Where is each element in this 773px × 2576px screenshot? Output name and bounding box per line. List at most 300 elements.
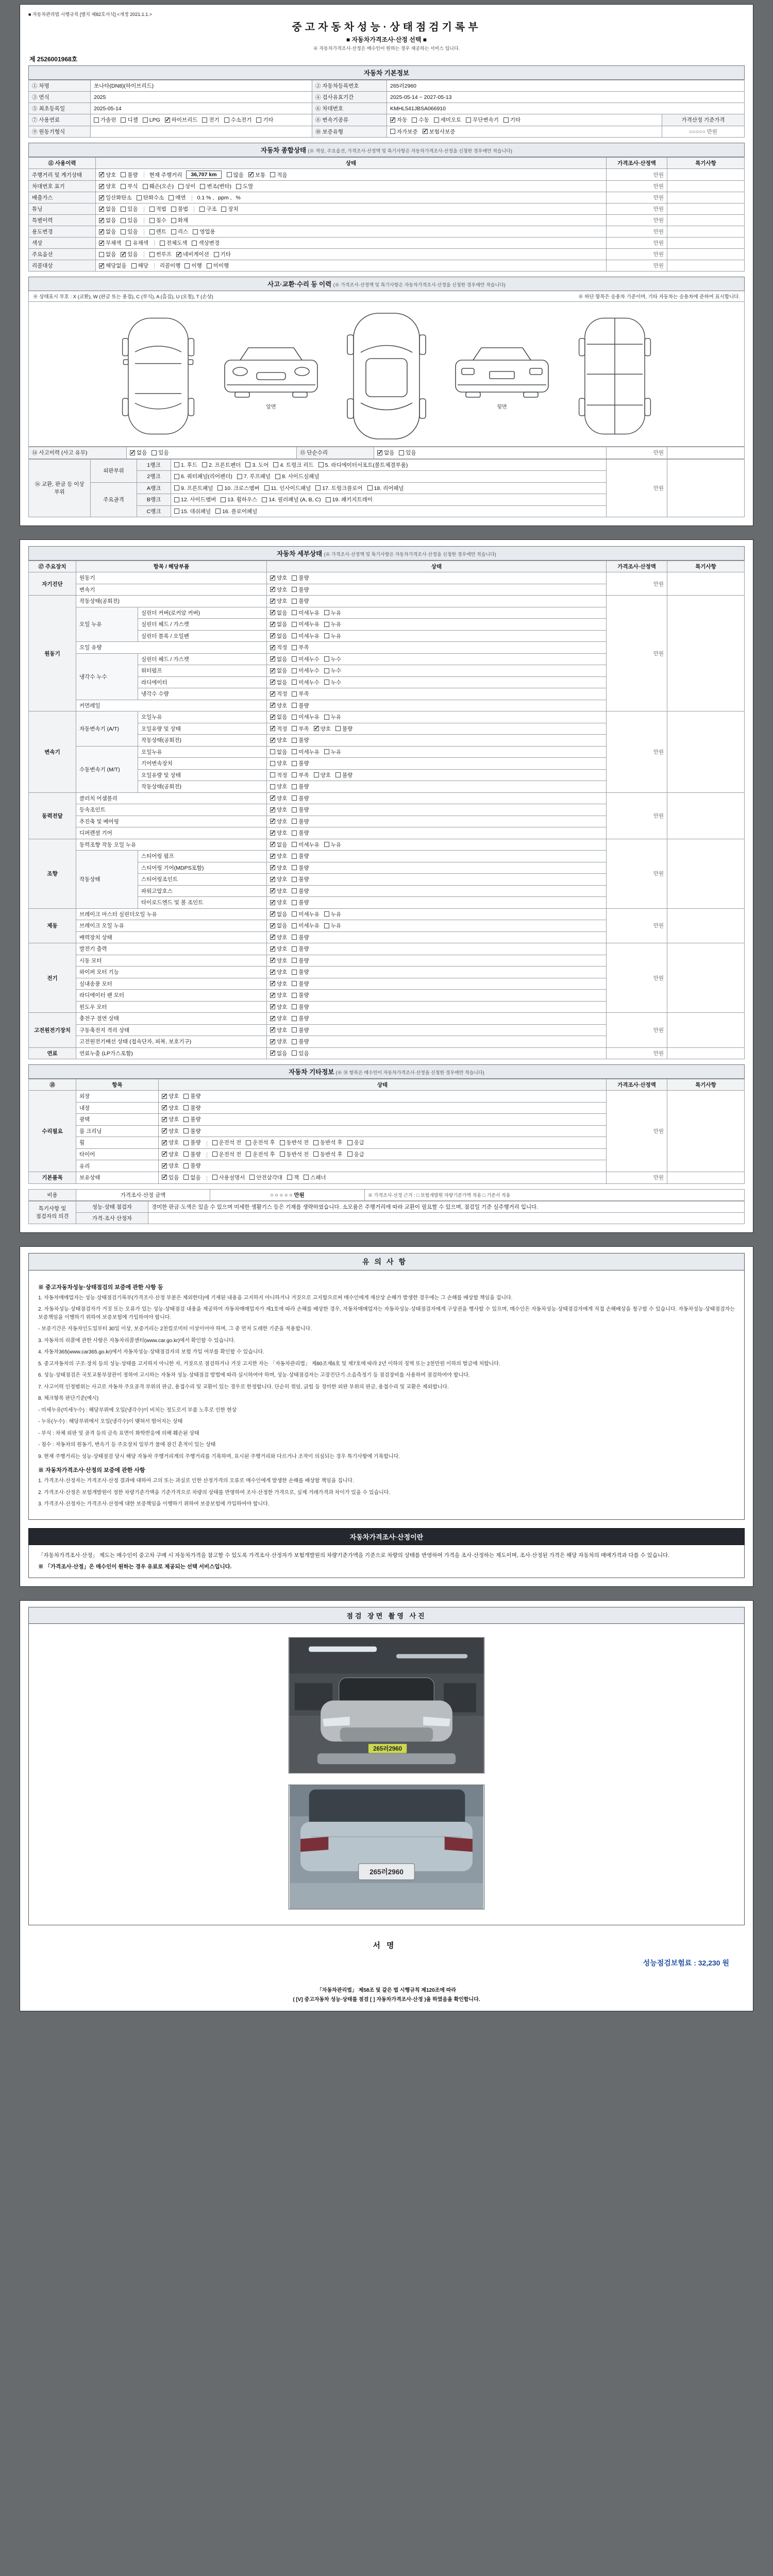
checkbox-box[interactable]	[324, 656, 329, 662]
checkbox-box[interactable]	[137, 195, 142, 200]
checkbox-box[interactable]	[270, 575, 275, 581]
checkbox-box[interactable]	[237, 474, 242, 479]
checkbox-box[interactable]	[130, 450, 135, 455]
checkbox-box[interactable]	[99, 195, 104, 200]
checkbox-box[interactable]	[171, 218, 176, 223]
checkbox-불량[interactable]	[292, 852, 309, 860]
checkbox-box[interactable]	[270, 1027, 275, 1032]
checkbox-상이[interactable]	[178, 182, 195, 190]
checkbox-많음[interactable]	[227, 171, 244, 179]
checkbox-box[interactable]	[292, 911, 297, 917]
checkbox-box[interactable]	[121, 207, 126, 212]
checkbox-부족[interactable]	[292, 771, 309, 779]
checkbox-box[interactable]	[270, 865, 275, 870]
checkbox-양호[interactable]	[270, 829, 287, 837]
checkbox-동반석 전[interactable]	[280, 1139, 309, 1146]
checkbox-없음[interactable]	[270, 1049, 287, 1057]
checkbox-부족[interactable]	[292, 690, 309, 698]
checkbox-box[interactable]	[245, 462, 250, 467]
checkbox-box[interactable]	[292, 749, 297, 754]
checkbox-box[interactable]	[292, 738, 297, 743]
checkbox-box[interactable]	[270, 970, 275, 975]
checkbox-box[interactable]	[292, 726, 297, 731]
checkbox-불량[interactable]	[183, 1092, 200, 1100]
checkbox-box[interactable]	[292, 865, 297, 870]
checkbox-box[interactable]	[270, 633, 275, 638]
checkbox-일산화탄소[interactable]	[99, 194, 132, 201]
checkbox-box[interactable]	[292, 633, 297, 638]
checkbox-불량[interactable]	[292, 991, 309, 999]
checkbox-box[interactable]	[183, 1094, 189, 1099]
checkbox-불량[interactable]	[292, 934, 309, 941]
checkbox-box[interactable]	[246, 1151, 251, 1157]
checkbox-18. 리어패널[interactable]	[367, 484, 404, 492]
checkbox-box[interactable]	[270, 795, 275, 801]
checkbox-수동[interactable]	[412, 116, 429, 124]
checkbox-있음[interactable]	[152, 449, 169, 456]
checkbox-box[interactable]	[212, 1175, 217, 1180]
checkbox-양호[interactable]	[270, 818, 287, 825]
checkbox-box[interactable]	[131, 263, 137, 268]
checkbox-불량[interactable]	[292, 968, 309, 976]
checkbox-box[interactable]	[217, 485, 223, 490]
checkbox-불량[interactable]	[292, 1003, 309, 1011]
checkbox-잭[interactable]	[287, 1174, 299, 1181]
checkbox-box[interactable]	[292, 946, 297, 952]
checkbox-6. 쿼터패널(리어펜더)[interactable]	[174, 472, 232, 480]
checkbox-불량[interactable]	[292, 899, 309, 906]
checkbox-없음[interactable]	[99, 228, 116, 235]
checkbox-box[interactable]	[270, 749, 275, 754]
checkbox-box[interactable]	[121, 184, 126, 189]
checkbox-box[interactable]	[313, 1151, 318, 1157]
checkbox-box[interactable]	[315, 485, 321, 490]
checkbox-box[interactable]	[192, 241, 197, 246]
checkbox-기타[interactable]	[214, 250, 231, 258]
checkbox-box[interactable]	[292, 1039, 297, 1044]
checkbox-보통[interactable]	[248, 171, 265, 179]
checkbox-13. 휠하우스[interactable]	[221, 496, 257, 503]
checkbox-가솔린[interactable]	[94, 116, 116, 124]
checkbox-box[interactable]	[412, 117, 417, 123]
checkbox-box[interactable]	[149, 252, 155, 257]
checkbox-box[interactable]	[304, 1175, 309, 1180]
checkbox-box[interactable]	[466, 117, 471, 123]
checkbox-box[interactable]	[165, 117, 170, 123]
checkbox-없음[interactable]	[99, 205, 116, 213]
checkbox-양호[interactable]	[162, 1139, 179, 1146]
checkbox-box[interactable]	[99, 241, 104, 246]
checkbox-불량[interactable]	[292, 759, 309, 767]
checkbox-누유[interactable]	[324, 910, 341, 918]
checkbox-box[interactable]	[292, 715, 297, 720]
checkbox-응급[interactable]	[347, 1150, 364, 1158]
checkbox-양호[interactable]	[270, 980, 287, 988]
checkbox-box[interactable]	[162, 1128, 167, 1133]
checkbox-기타[interactable]	[256, 116, 273, 124]
checkbox-box[interactable]	[292, 761, 297, 766]
checkbox-양호[interactable]	[270, 887, 287, 895]
checkbox-box[interactable]	[94, 117, 99, 123]
checkbox-양호[interactable]	[162, 1150, 179, 1158]
checkbox-네비게이션[interactable]	[176, 250, 209, 258]
checkbox-box[interactable]	[221, 497, 226, 502]
checkbox-불량[interactable]	[292, 818, 309, 825]
checkbox-box[interactable]	[275, 474, 280, 479]
checkbox-box[interactable]	[270, 691, 275, 697]
checkbox-box[interactable]	[318, 462, 324, 467]
checkbox-수소전기[interactable]	[224, 116, 252, 124]
checkbox-box[interactable]	[143, 184, 148, 189]
checkbox-box[interactable]	[174, 497, 179, 502]
checkbox-자가보증[interactable]	[390, 128, 418, 135]
checkbox-box[interactable]	[324, 610, 329, 615]
checkbox-적정[interactable]	[270, 771, 287, 779]
checkbox-색상변경[interactable]	[192, 239, 220, 247]
checkbox-box[interactable]	[270, 772, 275, 777]
checkbox-있음[interactable]	[399, 449, 416, 456]
checkbox-미세누유[interactable]	[292, 910, 320, 918]
checkbox-box[interactable]	[292, 622, 297, 627]
checkbox-장치[interactable]	[221, 205, 238, 213]
checkbox-box[interactable]	[212, 1140, 217, 1145]
checkbox-누수[interactable]	[324, 679, 341, 686]
checkbox-전기[interactable]	[202, 116, 219, 124]
checkbox-box[interactable]	[324, 622, 329, 627]
checkbox-양호[interactable]	[162, 1162, 179, 1170]
checkbox-안전삼각대[interactable]	[249, 1174, 282, 1181]
checkbox-미세누유[interactable]	[292, 713, 320, 721]
checkbox-box[interactable]	[121, 252, 126, 257]
checkbox-디젤[interactable]	[121, 116, 138, 124]
checkbox-box[interactable]	[292, 993, 297, 998]
checkbox-양호[interactable]	[270, 864, 287, 872]
checkbox-box[interactable]	[503, 117, 509, 123]
checkbox-불량[interactable]	[335, 725, 352, 733]
checkbox-하이브리드[interactable]	[165, 116, 198, 124]
checkbox-box[interactable]	[270, 888, 275, 893]
checkbox-없음[interactable]	[99, 250, 116, 258]
checkbox-box[interactable]	[292, 587, 297, 592]
checkbox-양호[interactable]	[162, 1092, 179, 1100]
checkbox-양호[interactable]	[162, 1115, 179, 1123]
checkbox-있음[interactable]	[121, 250, 138, 258]
checkbox-box[interactable]	[292, 703, 297, 708]
checkbox-box[interactable]	[287, 1175, 292, 1180]
checkbox-box[interactable]	[324, 923, 329, 928]
checkbox-box[interactable]	[270, 726, 275, 731]
checkbox-box[interactable]	[324, 680, 329, 685]
checkbox-box[interactable]	[270, 656, 275, 662]
checkbox-box[interactable]	[270, 854, 275, 859]
checkbox-누유[interactable]	[324, 922, 341, 929]
checkbox-box[interactable]	[335, 726, 341, 731]
checkbox-운전석 전[interactable]	[212, 1150, 242, 1158]
checkbox-box[interactable]	[270, 172, 275, 177]
checkbox-불량[interactable]	[292, 702, 309, 709]
checkbox-자동[interactable]	[390, 116, 407, 124]
checkbox-누수[interactable]	[324, 667, 341, 674]
checkbox-기타[interactable]	[503, 116, 520, 124]
checkbox-양호[interactable]	[270, 597, 287, 605]
checkbox-box[interactable]	[292, 795, 297, 801]
checkbox-box[interactable]	[324, 633, 329, 638]
checkbox-도말[interactable]	[236, 182, 253, 190]
checkbox-미세누유[interactable]	[292, 609, 320, 617]
checkbox-box[interactable]	[270, 680, 275, 685]
checkbox-불량[interactable]	[292, 1014, 309, 1022]
checkbox-box[interactable]	[193, 229, 198, 234]
checkbox-불량[interactable]	[183, 1150, 200, 1158]
checkbox-box[interactable]	[292, 831, 297, 836]
checkbox-box[interactable]	[270, 599, 275, 604]
checkbox-box[interactable]	[121, 218, 126, 223]
checkbox-box[interactable]	[270, 587, 275, 592]
checkbox-box[interactable]	[347, 1151, 352, 1157]
checkbox-양호[interactable]	[270, 1038, 287, 1045]
checkbox-box[interactable]	[280, 1140, 285, 1145]
checkbox-적정[interactable]	[270, 643, 287, 651]
checkbox-있음[interactable]	[121, 205, 138, 213]
checkbox-box[interactable]	[292, 842, 297, 847]
checkbox-없음[interactable]	[270, 679, 287, 686]
checkbox-동반석 전[interactable]	[280, 1150, 309, 1158]
checkbox-누유[interactable]	[324, 713, 341, 721]
checkbox-box[interactable]	[174, 509, 179, 514]
checkbox-3. 도어[interactable]	[245, 461, 268, 469]
checkbox-구조[interactable]	[199, 205, 216, 213]
checkbox-14. 필러패널 (A, B, C)[interactable]	[262, 496, 321, 503]
checkbox-box[interactable]	[270, 1039, 275, 1044]
checkbox-box[interactable]	[121, 172, 126, 177]
checkbox-불량[interactable]	[292, 887, 309, 895]
checkbox-미세누유[interactable]	[292, 922, 320, 929]
checkbox-box[interactable]	[270, 946, 275, 952]
checkbox-box[interactable]	[199, 207, 205, 212]
checkbox-box[interactable]	[162, 1094, 167, 1099]
checkbox-없음[interactable]	[270, 655, 287, 663]
checkbox-box[interactable]	[292, 819, 297, 824]
checkbox-box[interactable]	[270, 900, 275, 905]
checkbox-운전석 후[interactable]	[246, 1150, 275, 1158]
checkbox-없음[interactable]	[270, 748, 287, 756]
checkbox-미세누유[interactable]	[292, 841, 320, 849]
checkbox-box[interactable]	[121, 117, 126, 123]
checkbox-불량[interactable]	[292, 783, 309, 790]
checkbox-양호[interactable]	[270, 875, 287, 883]
checkbox-box[interactable]	[202, 462, 207, 467]
checkbox-box[interactable]	[292, 656, 297, 662]
checkbox-불량[interactable]	[292, 980, 309, 988]
checkbox-box[interactable]	[270, 831, 275, 836]
checkbox-box[interactable]	[367, 485, 373, 490]
checkbox-box[interactable]	[292, 645, 297, 650]
checkbox-box[interactable]	[292, 610, 297, 615]
checkbox-양호[interactable]	[99, 171, 116, 179]
checkbox-없음[interactable]	[270, 910, 287, 918]
checkbox-box[interactable]	[292, 772, 297, 777]
checkbox-19. 패키지트레이[interactable]	[326, 496, 373, 503]
checkbox-유채색[interactable]	[126, 239, 148, 247]
checkbox-양호[interactable]	[162, 1104, 179, 1112]
checkbox-양호[interactable]	[270, 794, 287, 802]
checkbox-box[interactable]	[99, 229, 104, 234]
checkbox-box[interactable]	[162, 1175, 167, 1180]
checkbox-누유[interactable]	[324, 609, 341, 617]
checkbox-적정[interactable]	[270, 725, 287, 733]
checkbox-box[interactable]	[314, 726, 319, 731]
checkbox-적음[interactable]	[270, 171, 287, 179]
checkbox-미세누수[interactable]	[292, 679, 320, 686]
checkbox-box[interactable]	[202, 117, 207, 123]
checkbox-box[interactable]	[176, 252, 181, 257]
checkbox-box[interactable]	[390, 129, 395, 134]
checkbox-동반석 후[interactable]	[313, 1139, 343, 1146]
checkbox-이행[interactable]	[184, 262, 201, 269]
checkbox-불량[interactable]	[292, 945, 309, 953]
checkbox-box[interactable]	[270, 993, 275, 998]
checkbox-box[interactable]	[270, 923, 275, 928]
checkbox-변조(변타)[interactable]	[200, 182, 231, 190]
checkbox-box[interactable]	[183, 1163, 189, 1168]
checkbox-양호[interactable]	[270, 702, 287, 709]
checkbox-양호[interactable]	[99, 182, 116, 190]
checkbox-있음[interactable]	[121, 216, 138, 224]
checkbox-불량[interactable]	[292, 1038, 309, 1045]
checkbox-10. 크로스멤버[interactable]	[217, 484, 259, 492]
checkbox-box[interactable]	[174, 485, 179, 490]
checkbox-box[interactable]	[270, 807, 275, 812]
checkbox-불량[interactable]	[292, 794, 309, 802]
checkbox-누수[interactable]	[324, 655, 341, 663]
checkbox-불량[interactable]	[335, 771, 352, 779]
checkbox-양호[interactable]	[270, 968, 287, 976]
checkbox-양호[interactable]	[270, 586, 287, 594]
checkbox-box[interactable]	[324, 842, 329, 847]
checkbox-box[interactable]	[162, 1151, 167, 1157]
checkbox-box[interactable]	[273, 462, 278, 467]
checkbox-box[interactable]	[270, 981, 275, 986]
checkbox-양호[interactable]	[270, 1014, 287, 1022]
checkbox-양호[interactable]	[270, 1003, 287, 1011]
checkbox-침수[interactable]	[149, 216, 166, 224]
checkbox-없음[interactable]	[270, 667, 287, 674]
checkbox-box[interactable]	[174, 462, 179, 467]
checkbox-스패너[interactable]	[304, 1174, 326, 1181]
checkbox-없음[interactable]	[99, 216, 116, 224]
checkbox-있음[interactable]	[121, 228, 138, 235]
checkbox-box[interactable]	[423, 129, 428, 134]
checkbox-누유[interactable]	[324, 748, 341, 756]
checkbox-box[interactable]	[292, 1027, 297, 1032]
checkbox-box[interactable]	[292, 981, 297, 986]
checkbox-box[interactable]	[183, 1140, 189, 1145]
checkbox-box[interactable]	[270, 622, 275, 627]
checkbox-누유[interactable]	[324, 632, 341, 640]
checkbox-8. 사이드실패널[interactable]	[275, 472, 320, 480]
checkbox-box[interactable]	[214, 252, 219, 257]
checkbox-미세누수[interactable]	[292, 667, 320, 674]
checkbox-box[interactable]	[292, 935, 297, 940]
checkbox-양호[interactable]	[270, 957, 287, 964]
checkbox-2. 프론트펜더[interactable]	[202, 461, 241, 469]
checkbox-box[interactable]	[262, 497, 267, 502]
checkbox-불량[interactable]	[292, 597, 309, 605]
checkbox-box[interactable]	[99, 263, 104, 268]
checkbox-적법[interactable]	[149, 205, 166, 213]
checkbox-누유[interactable]	[324, 841, 341, 849]
checkbox-box[interactable]	[270, 610, 275, 615]
checkbox-없음[interactable]	[183, 1174, 200, 1181]
checkbox-1. 후드[interactable]	[174, 461, 197, 469]
checkbox-box[interactable]	[292, 668, 297, 673]
checkbox-동반석 후[interactable]	[313, 1150, 343, 1158]
checkbox-box[interactable]	[292, 1004, 297, 1009]
checkbox-box[interactable]	[270, 842, 275, 847]
checkbox-box[interactable]	[221, 207, 226, 212]
checkbox-box[interactable]	[171, 207, 176, 212]
checkbox-box[interactable]	[270, 911, 275, 917]
checkbox-box[interactable]	[292, 680, 297, 685]
checkbox-box[interactable]	[160, 241, 165, 246]
checkbox-box[interactable]	[335, 772, 341, 777]
checkbox-box[interactable]	[152, 450, 157, 455]
checkbox-불량[interactable]	[183, 1162, 200, 1170]
checkbox-box[interactable]	[99, 184, 104, 189]
checkbox-있음[interactable]	[292, 1049, 309, 1057]
checkbox-box[interactable]	[178, 184, 183, 189]
checkbox-box[interactable]	[270, 1004, 275, 1009]
checkbox-box[interactable]	[270, 935, 275, 940]
checkbox-box[interactable]	[183, 1128, 189, 1133]
checkbox-리스[interactable]	[171, 228, 188, 235]
checkbox-탄화수소[interactable]	[137, 194, 164, 201]
checkbox-box[interactable]	[248, 172, 254, 177]
checkbox-양호[interactable]	[270, 991, 287, 999]
checkbox-box[interactable]	[149, 229, 155, 234]
checkbox-box[interactable]	[292, 1050, 297, 1056]
checkbox-box[interactable]	[270, 715, 275, 720]
checkbox-box[interactable]	[162, 1105, 167, 1110]
checkbox-양호[interactable]	[270, 852, 287, 860]
checkbox-없음[interactable]	[377, 449, 394, 456]
checkbox-운전석 전[interactable]	[212, 1139, 242, 1146]
checkbox-box[interactable]	[149, 207, 155, 212]
checkbox-box[interactable]	[183, 1105, 189, 1110]
checkbox-훼손(오손)[interactable]	[143, 182, 174, 190]
checkbox-17. 트렁크플로어[interactable]	[315, 484, 362, 492]
checkbox-양호[interactable]	[162, 1127, 179, 1135]
checkbox-불량[interactable]	[292, 875, 309, 883]
checkbox-box[interactable]	[183, 1117, 189, 1122]
checkbox-box[interactable]	[162, 1117, 167, 1122]
checkbox-box[interactable]	[143, 117, 148, 123]
checkbox-box[interactable]	[227, 172, 232, 177]
checkbox-box[interactable]	[270, 645, 275, 650]
checkbox-부족[interactable]	[292, 725, 309, 733]
checkbox-양호[interactable]	[270, 574, 287, 582]
checkbox-box[interactable]	[390, 117, 395, 123]
checkbox-box[interactable]	[326, 497, 331, 502]
checkbox-box[interactable]	[174, 474, 179, 479]
checkbox-무채색[interactable]	[99, 239, 121, 247]
checkbox-미세누유[interactable]	[292, 748, 320, 756]
checkbox-응급[interactable]	[347, 1139, 364, 1146]
checkbox-부족[interactable]	[292, 643, 309, 651]
checkbox-box[interactable]	[292, 877, 297, 882]
checkbox-불량[interactable]	[292, 736, 309, 744]
checkbox-누유[interactable]	[324, 620, 341, 628]
